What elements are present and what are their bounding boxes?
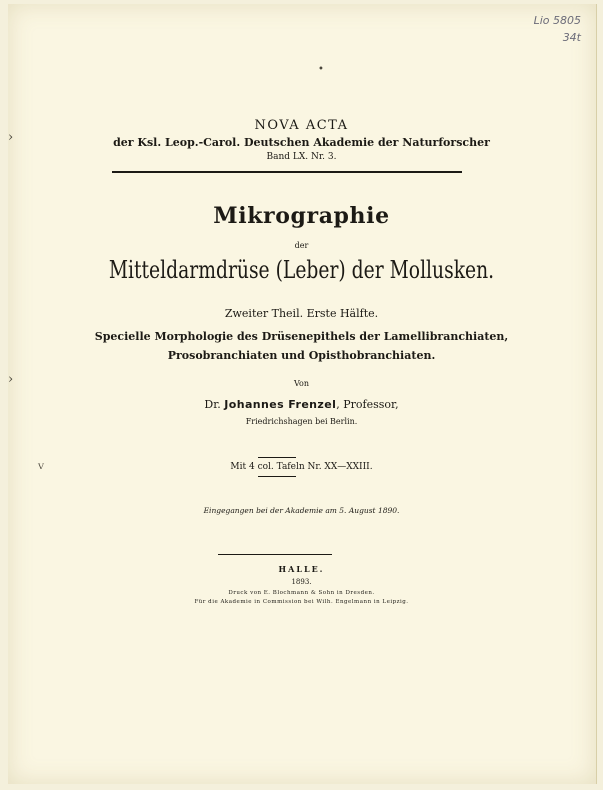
title-subject: Mitteldarmdrüse (Leber) der Mollusken. <box>108 256 495 284</box>
printer-note: Druck von E. Blochmann & Sohn in Dresden. <box>228 590 375 596</box>
imprint-rule <box>218 554 332 555</box>
author-prefix: Dr. <box>204 398 225 411</box>
pencil-annotation <box>501 12 581 46</box>
by-label: Von <box>293 379 309 388</box>
plates-note: Mit 4 col. Tafeln Nr. XX—XXIII. <box>230 462 373 472</box>
subtitle-line-1: Specielle Morphologie des Drüsenepithels der Lamellibranchiaten, <box>94 330 509 343</box>
imprint-year: 1893. <box>291 578 312 586</box>
margin-mark: › <box>8 130 14 145</box>
academy-name: der Ksl. Leop.-Carol. Deutschen Akademie der Naturforscher <box>113 136 490 149</box>
annotation-line-2: 34t <box>562 31 581 44</box>
volume-number: Band LX. Nr. 3. <box>266 152 337 162</box>
plates-rule <box>258 476 296 477</box>
imprint-city: HALLE. <box>278 564 325 574</box>
commission-note: Für die Akademie in Commission bei Wilh. Engelmann in Leipzig. <box>194 599 409 605</box>
author-location: Friedrichshagen bei Berlin. <box>245 417 358 426</box>
part-label: Zweiter Theil. Erste Hälfte. <box>224 307 379 320</box>
author-suffix: , Professor, <box>336 398 399 411</box>
main-title: Mikrographie <box>213 203 390 229</box>
author-name: Johannes Frenzel <box>224 398 337 411</box>
plates-rule <box>258 457 296 458</box>
annotation-line-1: Lio 5805 <box>533 14 581 27</box>
title-connector: der <box>294 241 309 250</box>
margin-mark: › <box>8 372 14 387</box>
margin-mark: ⱽ <box>38 462 44 477</box>
series-title: NOVA ACTA <box>254 118 349 133</box>
header-rule <box>112 171 462 173</box>
subtitle-line-2: Prosobranchiaten und Opisthobranchiaten. <box>167 349 436 362</box>
ink-dot-mark: • <box>318 64 324 75</box>
author-line <box>0 398 603 411</box>
received-note: Eingegangen bei der Akademie am 5. August 1890. <box>203 506 400 515</box>
